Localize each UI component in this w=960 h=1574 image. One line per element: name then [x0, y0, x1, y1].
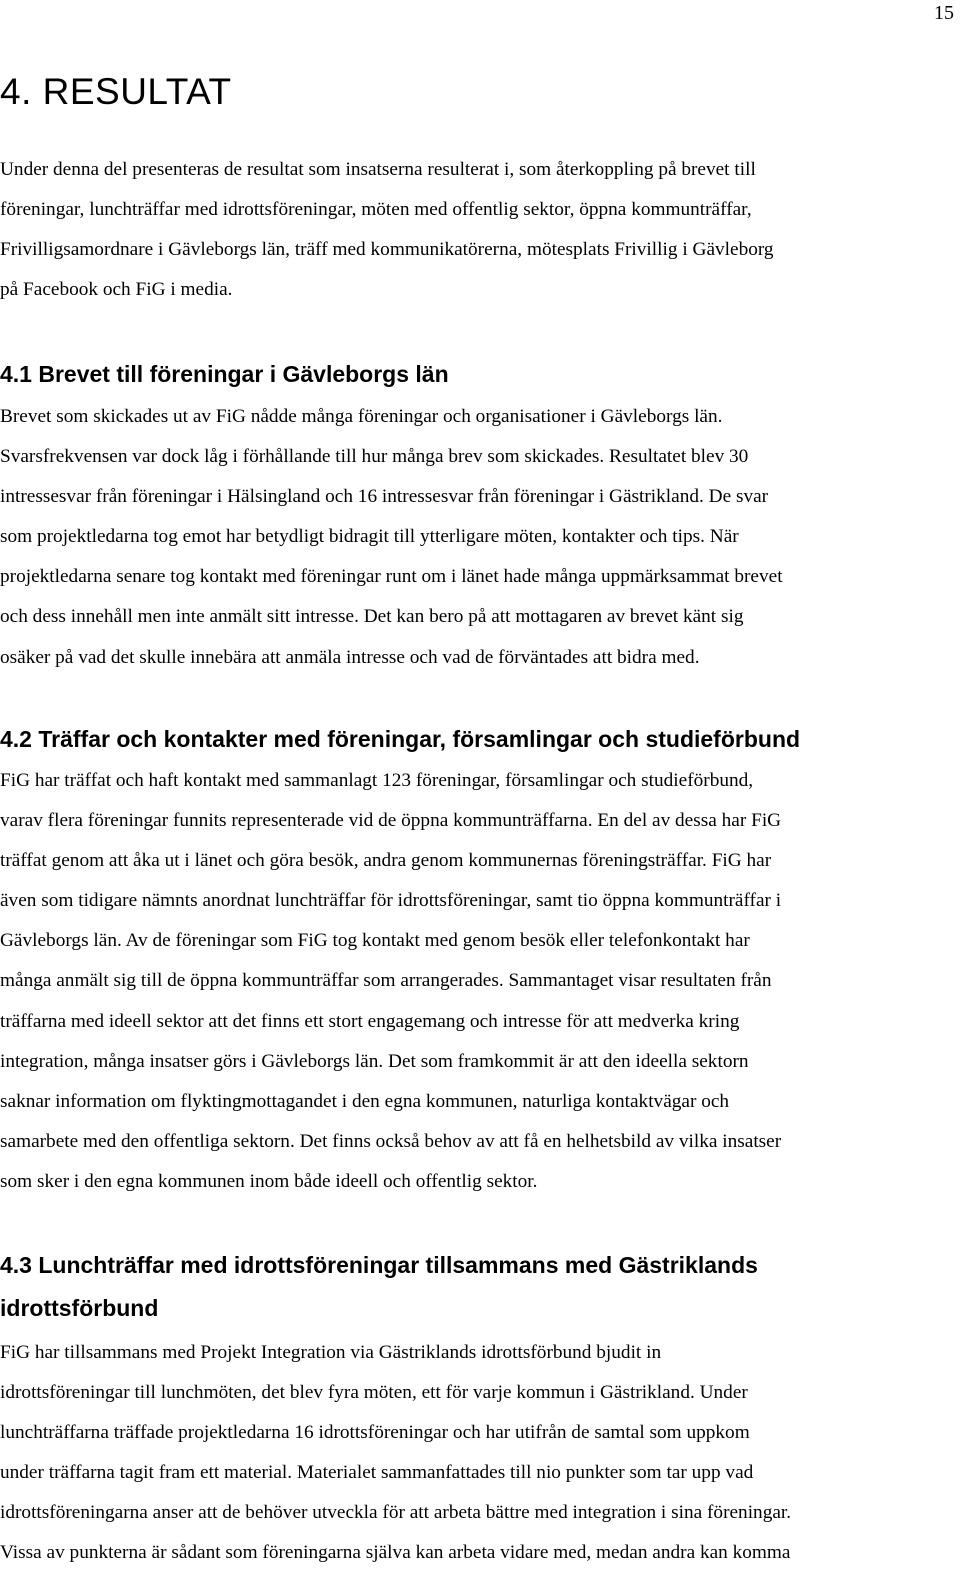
paragraph-line: integration, många insatser görs i Gävleborgs län. Det som framkommit är att den ideella sektorn: [0, 1050, 749, 1072]
section-4-1-heading: 4.1 Brevet till föreningar i Gävleborgs län: [0, 361, 449, 387]
intro-line: föreningar, lunchträffar med idrottsföreningar, möten med offentlig sektor, öppna kommunträffar,: [0, 199, 752, 221]
page-number: 15: [934, 2, 954, 24]
paragraph-line: Svarsfrekvensen var dock låg i förhållande till hur många brev som skickades. Resultatet blev 30: [0, 446, 749, 468]
intro-line: på Facebook och FiG i media.: [0, 279, 233, 301]
paragraph-line: osäker på vad det skulle innebära att anmäla intresse och vad de förväntades att bidra med.: [0, 646, 700, 668]
paragraph-line: idrottsföreningarna anser att de behöver utveckla för att arbeta bättre med integration i sina föreningar.: [0, 1502, 792, 1524]
paragraph-line: saknar information om flyktingmottagandet i den egna kommunen, naturliga kontaktvägar och: [0, 1090, 730, 1112]
intro-line: Under denna del presenteras de resultat som insatserna resulterat i, som återkoppling på brevet till: [0, 159, 756, 180]
paragraph-line: träffarna med ideell sektor att det finns ett stort engagemang och intresse för att medverka kring: [0, 1010, 740, 1032]
section-4-1-paragraph: [0, 397, 960, 678]
section-4-3-heading: 4.3 Lunchträffar med idrottsföreningar tillsammans med Gästriklands: [0, 1252, 758, 1278]
paragraph-line: idrottsföreningar till lunchmöten, det blev fyra möten, ett för varje kommun i Gästrikland. Under: [0, 1382, 748, 1404]
section-4-2-heading: 4.2 Träffar och kontakter med föreningar, församlingar och studieförbund: [0, 726, 801, 752]
paragraph-line: lunchträffarna träffade projektledarna 16 idrottsföreningar och har utifrån de samtal som uppkom: [0, 1422, 750, 1444]
paragraph-line: även som tidigare nämnts anordnat lunchträffar för idrottsföreningar, samt tio öppna kommunträffar i: [0, 890, 782, 912]
section-4-3-paragraph: [0, 1333, 960, 1574]
paragraph-line: FiG har träffat och haft kontakt med sammanlagt 123 föreningar, församlingar och studieförbund,: [0, 770, 754, 791]
paragraph-line: träffat genom att åka ut i länet och göra besök, andra genom kommunernas föreningsträffar. FiG har: [0, 850, 772, 872]
intro-line: Frivilligsamordnare i Gävleborgs län, träff med kommunikatörerna, mötesplats Frivillig i Gävleborg: [0, 239, 774, 261]
paragraph-line: samarbete med den offentliga sektorn. Det finns också behov av att få en helhetsbild av vilka insatser: [0, 1130, 782, 1152]
paragraph-line: projektledarna senare tog kontakt med föreningar runt om i länet hade många uppmärksammat brevet: [0, 566, 783, 588]
paragraph-line: många anmält sig till de öppna kommunträffar som arrangerades. Sammantaget visar resultaten från: [0, 970, 772, 992]
paragraph-line: Gävleborgs län. Av de föreningar som FiG tog kontakt med genom besök eller telefonkontakt har: [0, 930, 750, 952]
paragraph-line: Brevet som skickades ut av FiG nådde många föreningar och organisationer i Gävleborgs län.: [0, 406, 723, 427]
paragraph-line: FiG har tillsammans med Projekt Integration via Gästriklands idrottsförbund bjudit in: [0, 1342, 662, 1363]
paragraph-line: varav flera föreningar funnits representerade vid de öppna kommunträffarna. En del av dessa har FiG: [0, 810, 782, 832]
intro-paragraph: [0, 150, 960, 310]
paragraph-line: som projektledarna tog emot har betydligt bidragit till ytterligare möten, kontakter och tips. När: [0, 526, 739, 548]
paragraph-line: under träffarna tagit fram ett material. Materialet sammanfattades till nio punkter som tar upp vad: [0, 1462, 754, 1484]
section-4-2-paragraph: [0, 761, 960, 1202]
section-4-3-heading-continued: idrottsförbund: [0, 1295, 159, 1321]
paragraph-line: Vissa av punkterna är sådant som föreningarna själva kan arbeta vidare med, medan andra kan komma: [0, 1542, 791, 1564]
paragraph-line: intressesvar från föreningar i Hälsingland och 16 intressesvar från föreningar i Gästrikland. De svar: [0, 486, 769, 508]
paragraph-line: och dess innehåll men inte anmält sitt intresse. Det kan bero på att mottagaren av brevet känt sig: [0, 606, 744, 628]
chapter-heading: 4. RESULTAT: [0, 71, 232, 112]
paragraph-line: som sker i den egna kommunen inom både ideell och offentlig sektor.: [0, 1170, 538, 1192]
